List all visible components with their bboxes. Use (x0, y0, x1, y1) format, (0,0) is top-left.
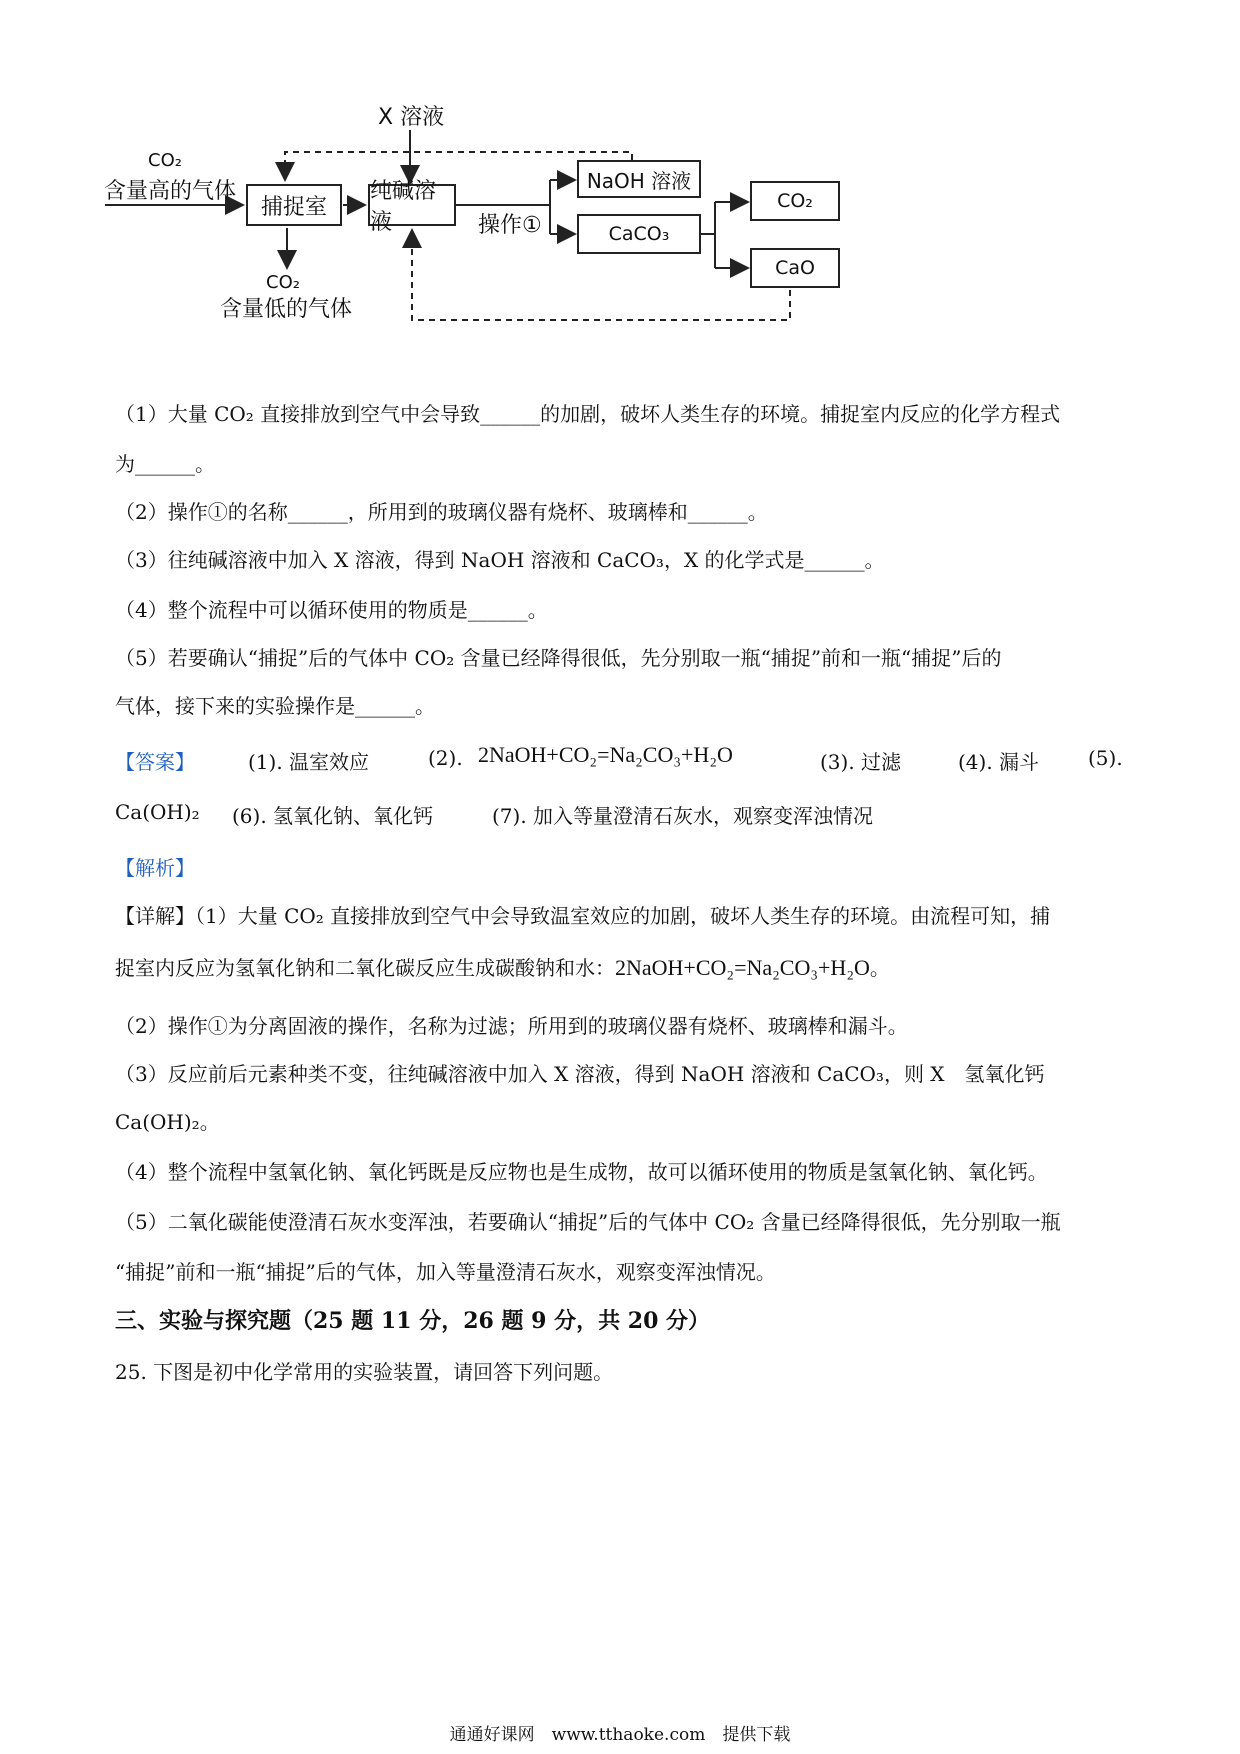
answer-label: 【答案】 (115, 750, 195, 774)
section-heading: 三、实验与探究题（25 题 11 分，26 题 9 分，共 20 分） (115, 1308, 711, 1334)
answer-1: (1). 温室效应 (248, 750, 370, 774)
answer-4: (4). 漏斗 (958, 750, 1040, 774)
label-co2-high-gas: 含量高的气体 (104, 179, 237, 204)
detail-2: （2）操作①为分离固液的操作，名称为过滤；所用到的玻璃仪器有烧杯、玻璃棒和漏斗。 (115, 1014, 908, 1038)
answer-2-formula: 2NaOH+CO₂=Na₂CO₃+H₂O (478, 742, 733, 767)
answer-2-number: (2). (428, 746, 463, 770)
answer-6: (6). 氢氧化钠、氧化钙 (232, 804, 434, 828)
detail-3-line-1: （3）反应前后元素种类不变，往纯碱溶液中加入 X 溶液，得到 NaOH 溶液和 CaCO₃，则 X 氢氧化钙 (115, 1062, 1045, 1086)
box-caco3: CaCO₃ (577, 214, 701, 254)
box-cao: CaO (750, 248, 840, 288)
box-soda-solution: 纯碱溶液 (368, 184, 456, 226)
detail-1-line-2 (115, 952, 890, 981)
label-co2-low-top: CO₂ (266, 272, 300, 293)
answer-5-number: (5). (1088, 746, 1123, 770)
question-5-line-2: 气体，接下来的实验操作是______。 (115, 694, 435, 718)
detail-3-line-2: Ca(OH)₂。 (115, 1110, 220, 1134)
label-co2-high-top: CO₂ (148, 150, 182, 171)
flow-arrows (100, 100, 960, 380)
detail-5-line-2: “捕捉”前和一瓶“捕捉”后的气体，加入等量澄清石灰水，观察变浑浊情况。 (115, 1260, 776, 1284)
detail-4: （4）整个流程中氢氧化钠、氧化钙既是反应物也是生成物，故可以循环使用的物质是氢氧化钠、氧化钙。 (115, 1160, 1048, 1184)
detail-1-end: 。 (869, 956, 890, 980)
detail-5-line-1: （5）二氧化碳能使澄清石灰水变浑浊，若要确认“捕捉”后的气体中 CO₂ 含量已经降得很低，先分别取一瓶 (115, 1210, 1061, 1234)
question-1-line-2: 为______。 (115, 452, 215, 476)
label-x-solution: X 溶液 (378, 105, 445, 130)
question-3: （3）往纯碱溶液中加入 X 溶液，得到 NaOH 溶液和 CaCO₃，X 的化学式是______。 (115, 548, 885, 572)
question-4: （4）整个流程中可以循环使用的物质是______。 (115, 598, 548, 622)
answer-5-value: Ca(OH)₂ (115, 800, 200, 824)
box-capture-room: 捕捉室 (246, 184, 342, 226)
label-operation: 操作① (478, 213, 542, 238)
question-1-line-1: （1）大量 CO₂ 直接排放到空气中会导致______的加剧，破坏人类生存的环境。捕捉室内反应的化学方程式 (115, 402, 1061, 426)
answer-7: (7). 加入等量澄清石灰水，观察变浑浊情况 (492, 804, 874, 828)
analysis-label: 【解析】 (115, 856, 195, 880)
process-flow-diagram (100, 100, 960, 380)
box-naoh-solution: NaOH 溶液 (577, 160, 701, 198)
detail-1-formula: 2NaOH+CO₂=Na₂CO₃+H₂O (615, 955, 870, 980)
answer-3: (3). 过滤 (820, 750, 902, 774)
box-co2: CO₂ (750, 181, 840, 221)
label-co2-low-gas: 含量低的气体 (220, 297, 353, 322)
detail-1-text: 捉室内反应为氢氧化钠和二氧化碳反应生成碳酸钠和水： (115, 956, 615, 980)
question-25: 25. 下图是初中化学常用的实验装置，请回答下列问题。 (115, 1360, 614, 1384)
detail-1-line-1: 【详解】（1）大量 CO₂ 直接排放到空气中会导致温室效应的加剧，破坏人类生存的环境。由流程可知，捕 (115, 904, 1051, 928)
question-2: （2）操作①的名称______，所用到的玻璃仪器有烧杯、玻璃棒和______。 (115, 500, 768, 524)
footer-credit: 通通好课网 www.tthaoke.com 提供下载 (449, 1725, 791, 1745)
question-5-line-1: （5）若要确认“捕捉”后的气体中 CO₂ 含量已经降得很低，先分别取一瓶“捕捉”前和一瓶“捕捉”后的 (115, 646, 1002, 670)
